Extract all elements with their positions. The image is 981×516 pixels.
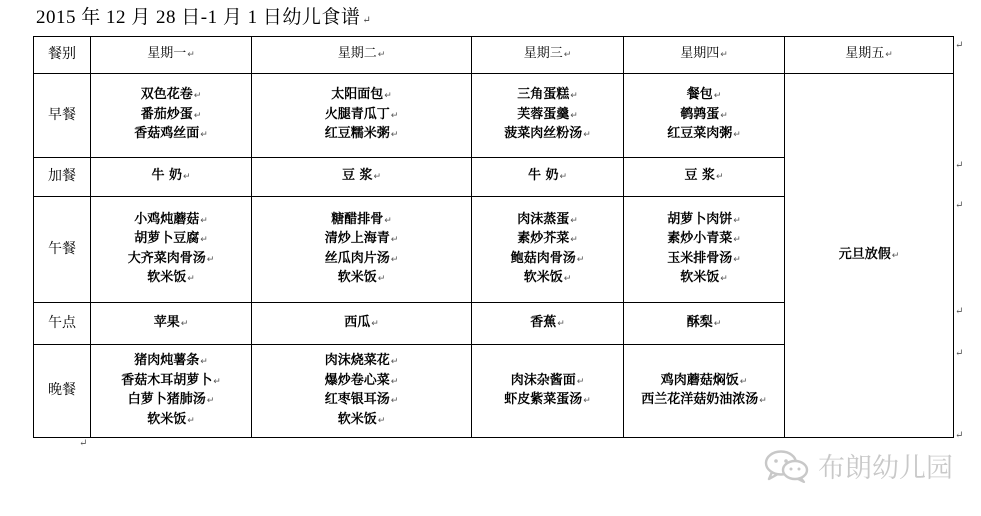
dish: 西兰花洋菇奶油浓汤↵ bbox=[641, 392, 767, 407]
dish: 餐包↵ bbox=[686, 87, 722, 103]
dish: 素炒芥菜↵ bbox=[517, 231, 578, 246]
page-title bbox=[36, 2, 371, 29]
day-header-thursday: 星期四↵ bbox=[624, 37, 785, 74]
menu-cell: 豆 浆↵ bbox=[624, 158, 785, 197]
dish: 肉沫蒸蛋↵ bbox=[517, 211, 578, 227]
dish: 肉沫杂酱面↵ bbox=[510, 372, 585, 388]
wechat-icon bbox=[764, 449, 810, 483]
menu-cell bbox=[472, 197, 624, 303]
menu-cell: 酥梨↵ bbox=[624, 303, 785, 345]
row-end-mark: ↵ bbox=[955, 430, 964, 441]
menu-cell bbox=[252, 74, 472, 158]
meal-label-cell: 早餐 bbox=[34, 74, 91, 158]
dish: 香菇木耳胡萝卜↵ bbox=[121, 372, 221, 388]
menu-cell: 豆 浆↵ bbox=[252, 158, 472, 197]
menu-cell bbox=[472, 74, 624, 158]
menu-cell bbox=[624, 345, 785, 438]
dish: 胡萝卜豆腐↵ bbox=[134, 231, 208, 246]
dish: 鲍菇肉骨汤↵ bbox=[510, 250, 585, 266]
menu-cell bbox=[624, 197, 785, 303]
row-end-mark: ↵ bbox=[955, 306, 964, 317]
dish: 牛 奶 bbox=[527, 168, 559, 184]
holiday-note: 元旦放假 bbox=[838, 246, 891, 262]
dish: 肉沫烧菜花↵ bbox=[324, 353, 399, 368]
dish: 菠菜肉丝粉汤↵ bbox=[504, 126, 591, 142]
dish: 丝瓜肉片汤↵ bbox=[324, 250, 399, 266]
dish: 鹌鹑蛋↵ bbox=[680, 106, 728, 122]
meal-label-cell: 晚餐 bbox=[34, 345, 91, 438]
menu-cell bbox=[472, 345, 624, 438]
dish: 清炒上海青↵ bbox=[324, 231, 399, 246]
menu-cell bbox=[91, 197, 252, 303]
dish: 三角蛋糕↵ bbox=[517, 87, 578, 103]
dish: 大齐菜肉骨汤↵ bbox=[127, 250, 215, 266]
row-end-mark: ↵ bbox=[955, 160, 964, 171]
dish: 红枣银耳汤↵ bbox=[324, 392, 399, 407]
meal-row-breakfast bbox=[34, 74, 954, 158]
day-header-wednesday: 星期三↵ bbox=[472, 37, 624, 74]
dish: 西瓜 bbox=[344, 314, 371, 330]
dish: 软米饭↵ bbox=[523, 270, 572, 285]
meal-label-cell: 加餐 bbox=[34, 158, 91, 197]
dish: 红豆菜肉粥↵ bbox=[667, 126, 741, 142]
menu-cell bbox=[252, 197, 472, 303]
dish: 香菇鸡丝面↵ bbox=[134, 126, 208, 142]
menu-cell bbox=[624, 74, 785, 158]
menu-cell: 牛 奶↵ bbox=[472, 158, 624, 197]
day-header-friday: 星期五↵ bbox=[785, 37, 954, 74]
menu-table bbox=[33, 36, 954, 438]
title-text: 2015 年 12 月 28 日-1 月 1 日幼儿食谱 bbox=[36, 7, 361, 28]
dish: 牛 奶 bbox=[151, 168, 182, 184]
watermark bbox=[764, 446, 953, 485]
row-end-mark: ↵ bbox=[955, 40, 964, 51]
meal-label-cell: 午点 bbox=[34, 303, 91, 345]
menu-cell bbox=[91, 74, 252, 158]
dish: 软米饭↵ bbox=[680, 270, 728, 285]
dish: 虾皮紫菜蛋汤↵ bbox=[504, 392, 591, 407]
menu-cell: 香蕉↵ bbox=[472, 303, 624, 345]
dish: 软米饭↵ bbox=[147, 411, 195, 427]
dish: 豆 浆 bbox=[684, 168, 715, 184]
dish: 豆 浆 bbox=[341, 168, 373, 184]
meal-label-cell: 午餐 bbox=[34, 197, 91, 303]
header-row bbox=[34, 37, 954, 74]
friday-holiday-cell: 元旦放假↵ bbox=[785, 74, 954, 438]
dish: 素炒小青菜↵ bbox=[667, 231, 741, 246]
menu-cell bbox=[252, 345, 472, 438]
dish: 芙蓉蛋羹↵ bbox=[517, 106, 578, 122]
menu-cell: 苹果↵ bbox=[91, 303, 252, 345]
menu-cell: 牛 奶↵ bbox=[91, 158, 252, 197]
dish: 软米饭↵ bbox=[147, 270, 195, 285]
row-end-mark: ↵ bbox=[955, 200, 964, 211]
dish: 软米饭↵ bbox=[337, 411, 386, 427]
day-header-tuesday: 星期二↵ bbox=[252, 37, 472, 74]
dish: 香蕉 bbox=[530, 314, 557, 330]
paragraph-mark: ↵ bbox=[362, 15, 372, 26]
dish: 酥梨 bbox=[686, 314, 713, 330]
dish: 太阳面包↵ bbox=[331, 87, 392, 103]
dish: 玉米排骨汤↵ bbox=[667, 250, 741, 266]
menu-cell: 西瓜↵ bbox=[252, 303, 472, 345]
dish: 猪肉炖薯条↵ bbox=[134, 353, 208, 368]
dish: 爆炒卷心菜↵ bbox=[324, 372, 399, 388]
day-header-monday: 星期一↵ bbox=[91, 37, 252, 74]
row-end-mark: ↵ bbox=[955, 348, 964, 359]
menu-cell bbox=[91, 345, 252, 438]
dish: 糖醋排骨↵ bbox=[331, 211, 392, 227]
dish: 番茄炒蛋↵ bbox=[140, 106, 202, 122]
dish: 火腿青瓜丁↵ bbox=[324, 106, 399, 122]
dish: 白萝卜猪肺汤↵ bbox=[127, 392, 215, 407]
paragraph-mark: ↵ bbox=[79, 438, 88, 449]
watermark-text: 布朗幼儿园 bbox=[818, 453, 953, 484]
dish: 双色花卷↵ bbox=[140, 87, 202, 103]
dish: 鸡肉蘑菇焖饭↵ bbox=[660, 372, 748, 388]
dish: 红豆糯米粥↵ bbox=[324, 126, 399, 142]
dish: 苹果 bbox=[153, 314, 180, 330]
corner-header: 餐别 bbox=[34, 37, 91, 74]
dish: 软米饭↵ bbox=[337, 270, 386, 285]
dish: 胡萝卜肉饼↵ bbox=[667, 211, 741, 227]
dish: 小鸡炖蘑菇↵ bbox=[134, 211, 208, 227]
